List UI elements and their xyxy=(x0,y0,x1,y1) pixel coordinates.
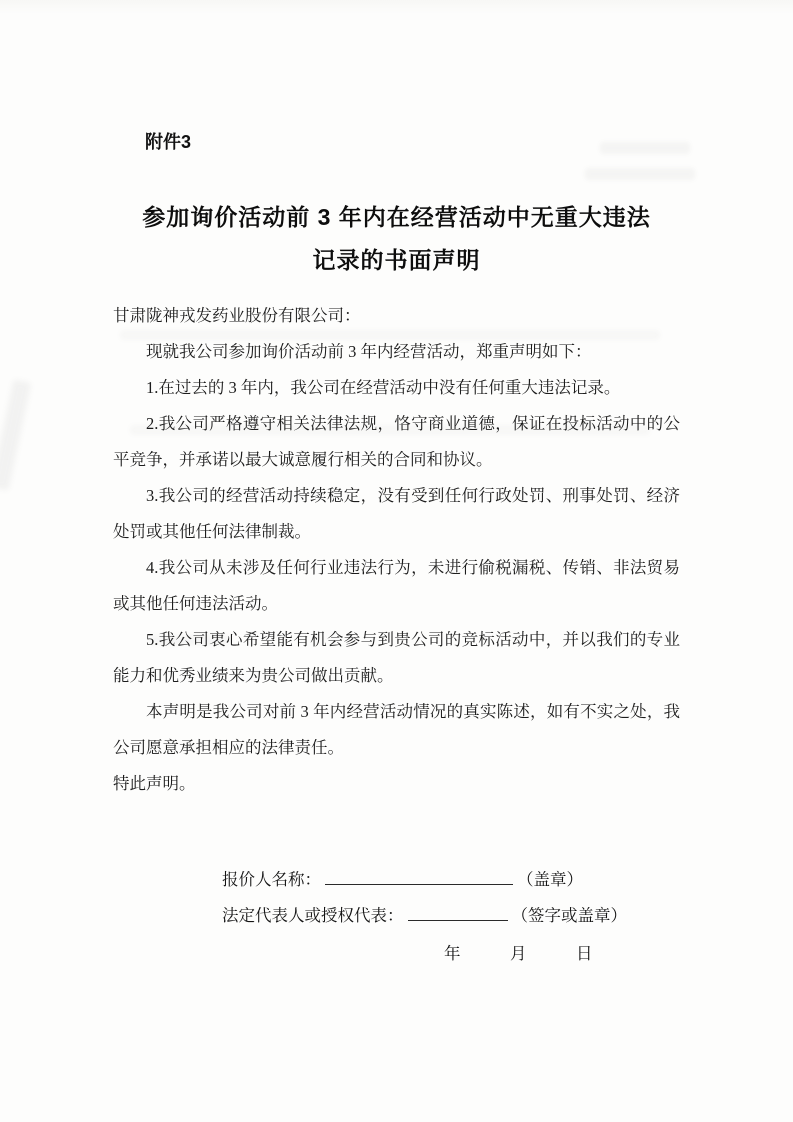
salutation: 甘肃陇神戎发药业股份有限公司： xyxy=(113,306,361,325)
title-line-1: 参加询价活动前 3 年内在经营活动中无重大违法 xyxy=(142,204,651,230)
declaration-item-4: 4.我公司从未涉及任何行业违法行为，未进行偷税漏税、传销、非法贸易或其他任何违法活动。 xyxy=(113,558,680,613)
title-line-2: 记录的书面声明 xyxy=(312,247,481,273)
legal-rep-label: 法定代表人或授权代表： xyxy=(222,906,404,925)
legal-rep-blank-line xyxy=(408,906,508,921)
quoter-name-row xyxy=(222,862,627,898)
seal-note: （盖章） xyxy=(517,870,583,889)
hereby-statement: 特此声明。 xyxy=(113,774,196,793)
declaration-item-5: 5.我公司衷心希望能有机会参与到贵公司的竞标活动中，并以我们的专业能力和优秀业绩来为贵公司做出贡献。 xyxy=(113,630,680,685)
attachment-label: 附件3 xyxy=(145,132,192,152)
closing-paragraph: 本声明是我公司对前 3 年内经营活动情况的真实陈述，如有不实之处，我公司愿意承担相应的法律责任。 xyxy=(113,702,680,757)
declaration-item-2: 2.我公司严格遵守相关法律法规，恪守商业道德，保证在投标活动中的公平竞争，并承诺以最大诚意履行相关的合同和协议。 xyxy=(113,414,680,469)
declaration-item-1: 1.在过去的 3 年内，我公司在经营活动中没有任何重大违法记录。 xyxy=(146,378,621,397)
signature-block xyxy=(222,862,627,972)
document-body xyxy=(113,298,680,802)
intro-paragraph: 现就我公司参加询价活动前 3 年内经营活动，郑重声明如下： xyxy=(146,342,592,361)
quoter-name-blank-line xyxy=(325,870,513,885)
scan-edge-mark xyxy=(0,379,31,490)
scan-bleedthrough-artifact xyxy=(585,168,695,180)
legal-rep-row xyxy=(222,898,627,934)
scan-bleedthrough-artifact xyxy=(600,142,690,154)
date-line: 年 月 日 xyxy=(444,944,593,963)
declaration-item-3: 3.我公司的经营活动持续稳定，没有受到任何行政处罚、刑事处罚、经济处罚或其他任何法律制裁。 xyxy=(113,486,680,541)
quoter-name-label: 报价人名称： xyxy=(222,870,321,889)
document-title xyxy=(0,196,793,282)
sign-or-seal-note: （签字或盖章） xyxy=(511,906,627,925)
